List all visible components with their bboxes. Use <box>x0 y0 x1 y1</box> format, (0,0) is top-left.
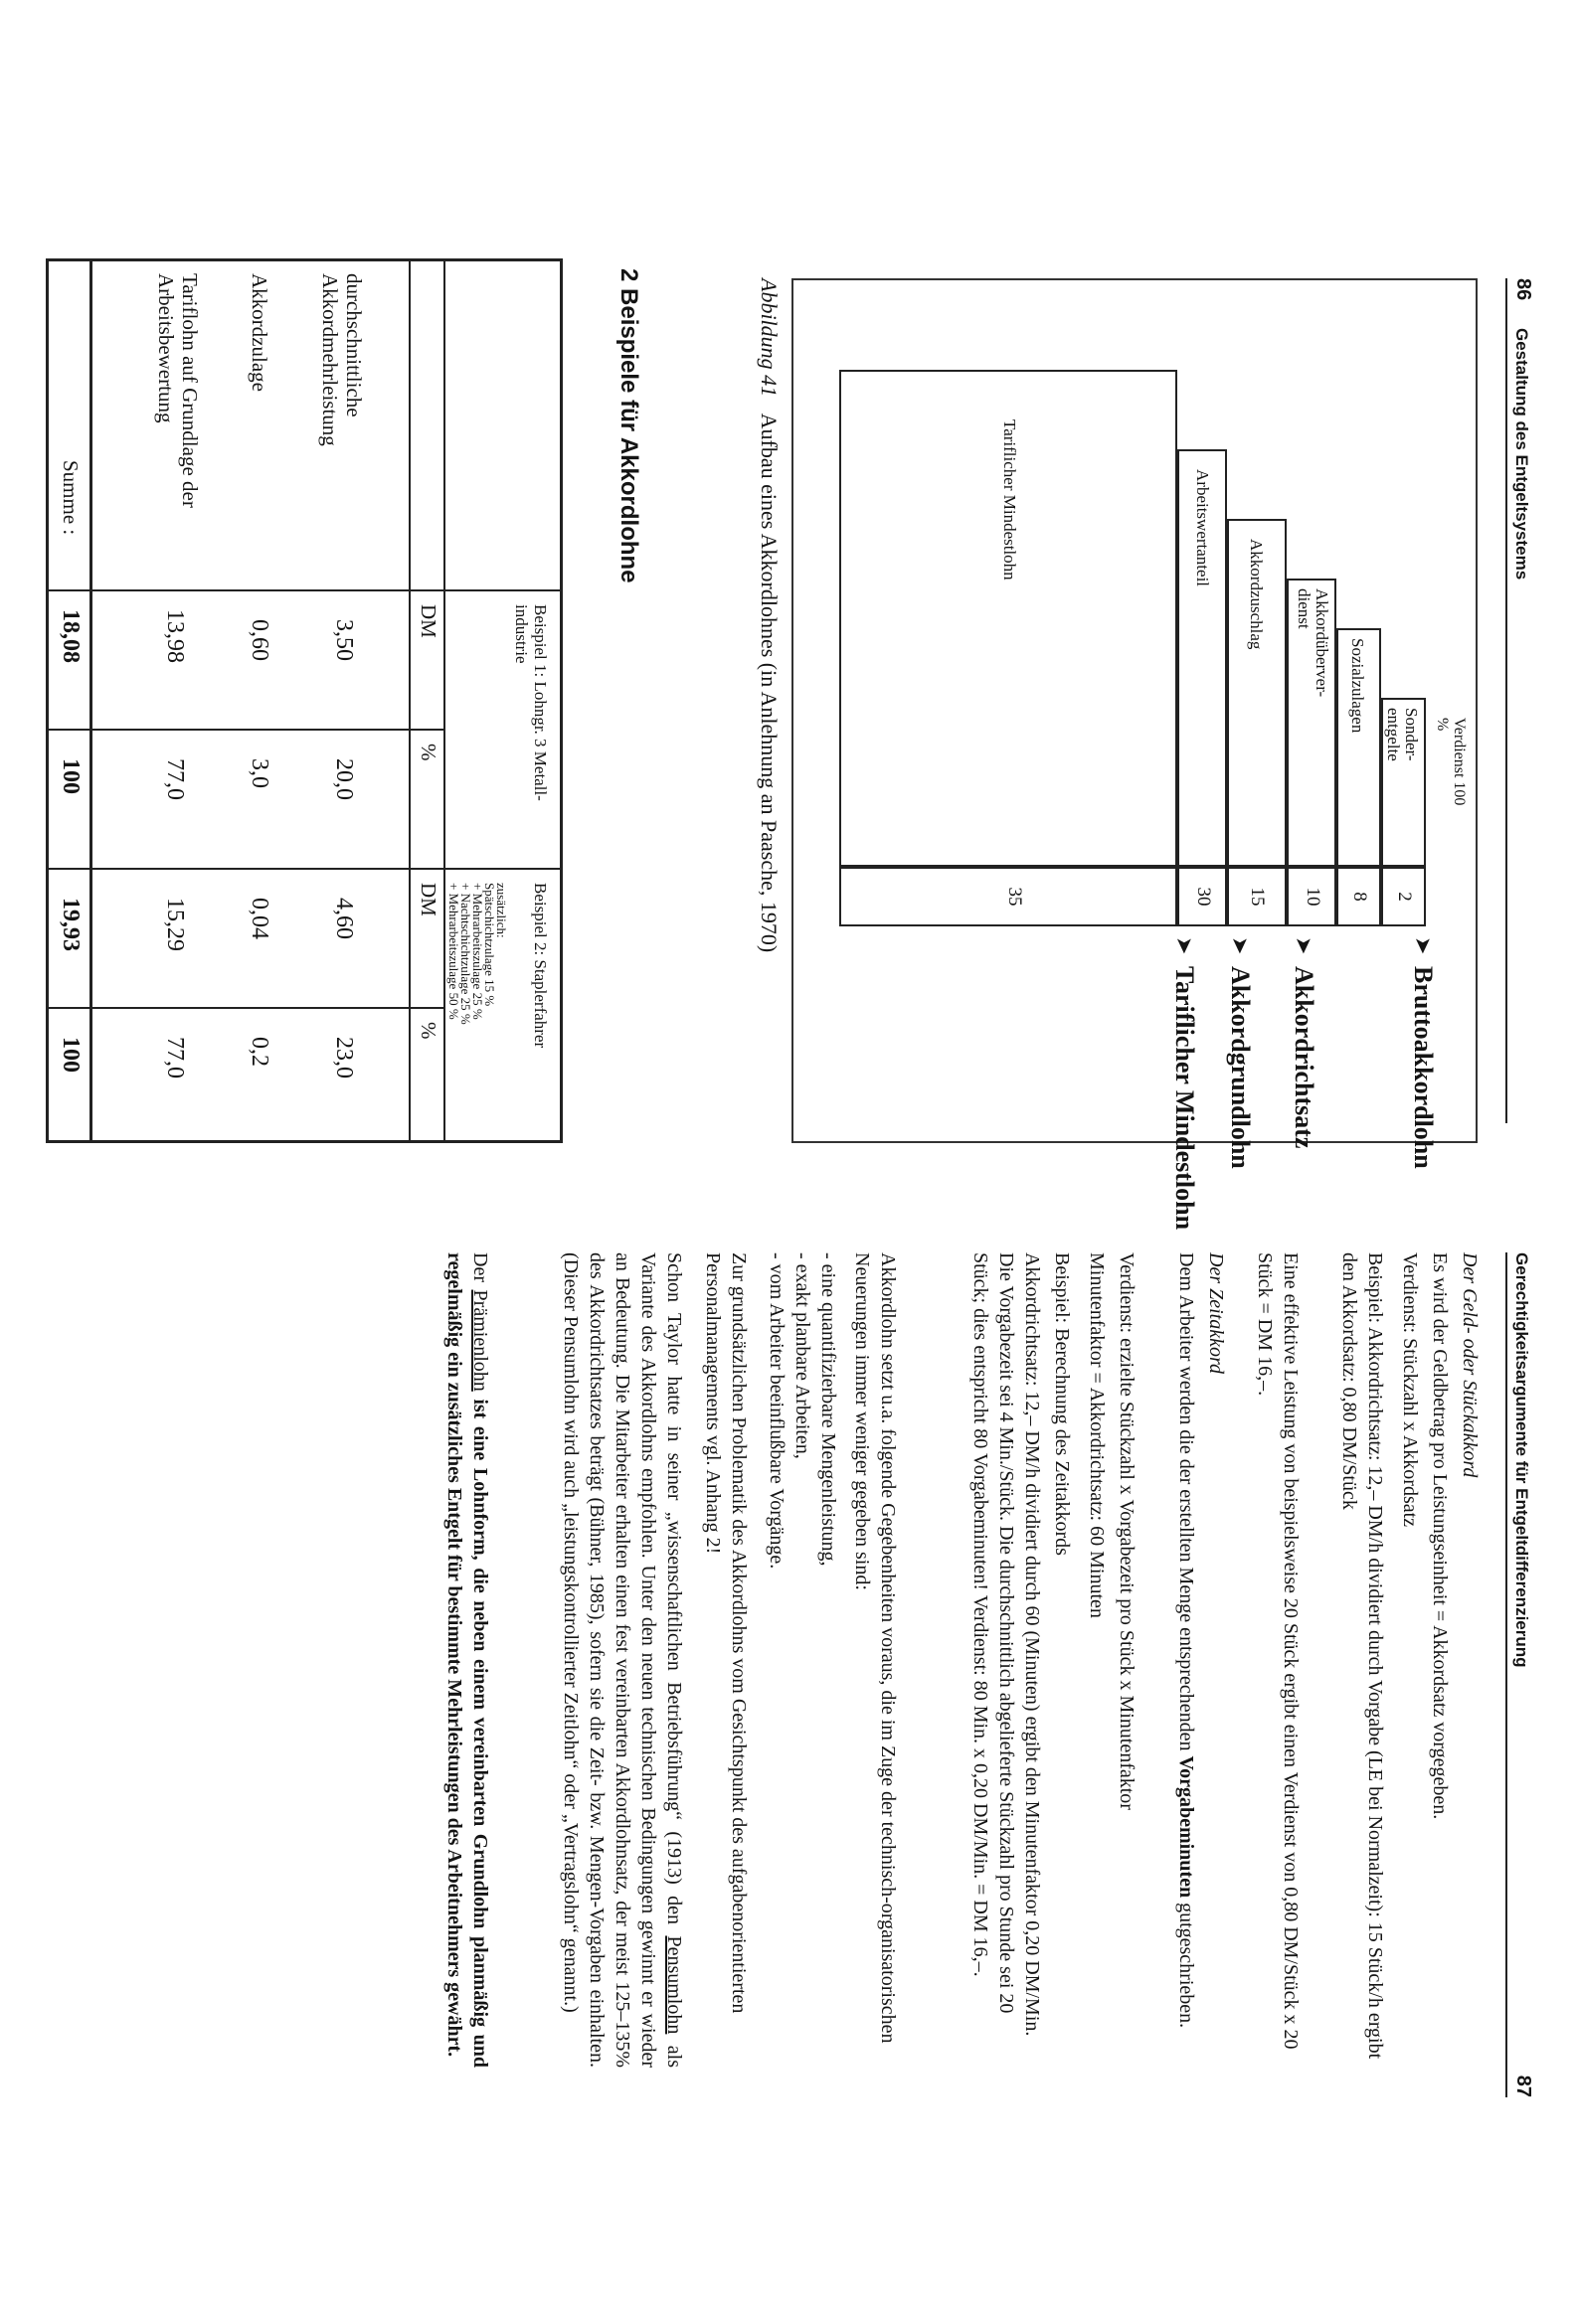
result-label: Akkordgrundlohn <box>1226 966 1255 1169</box>
step-percent: 35 <box>839 867 1177 926</box>
cell-dm2: 0,04 <box>247 898 272 939</box>
running-title: Gerechtigkeitsargumente für Entgeltdifferenzierung <box>1512 1252 1531 1668</box>
cell-pct1: 77,0 <box>162 758 188 800</box>
page-number: 87 <box>1512 2075 1534 2097</box>
heading-geldakkord: Der Geld- oder Stückakkord <box>1459 1252 1481 1478</box>
left-page <box>0 249 1577 1231</box>
paragraph: Minutenfaktor = Akkordrichtsatz: 60 Minuten <box>1086 1252 1108 1618</box>
result-label: Bruttoakkordlohn <box>1409 966 1438 1169</box>
row-label: durchschnittliche Akkordmehrleistung <box>318 273 366 446</box>
extras-line: + Mehrarbeitszulage 25 % <box>470 883 485 1020</box>
table-rule <box>49 589 560 591</box>
col-pct-header: % <box>417 1022 440 1040</box>
verdienst-label: Verdienst 100 % <box>1434 718 1468 806</box>
step-percent: 15 <box>1227 867 1287 926</box>
figure-caption <box>756 278 782 952</box>
step-label: Sozialzulagen <box>1348 638 1367 734</box>
text-run: Dem Arbeiter werden die der erstellten Menge entsprechenden <box>1175 1252 1197 1756</box>
bullet-item: - eine quantifizierbare Mengenleistung, <box>815 1252 841 2068</box>
step-label: Arbeitswertanteil <box>1193 469 1212 587</box>
paragraph: Verdienst: Stückzahl x Akkordsatz <box>1399 1252 1421 1528</box>
cell-dm2: 4,60 <box>331 898 357 939</box>
running-header-left <box>1505 278 1537 1123</box>
text-run-bold: Vorgabeminuten <box>1175 1755 1197 1899</box>
caption-label: Abbildung 41 <box>757 278 782 398</box>
cell-pct1: 20,0 <box>331 758 357 800</box>
text-run-underlined: Pensumlohn <box>663 1935 685 2035</box>
step-percent: 30 <box>1177 867 1227 926</box>
extras-line: zusätzlich: <box>494 883 509 938</box>
right-page <box>0 1223 1577 2117</box>
paragraph: Eine effektive Leistung von beispielsweise 20 Stück ergibt einen Verdienst von 0,80 DM/Stück x 20 Stück = DM 16,–. <box>1254 1252 1302 2050</box>
paragraph <box>558 1252 687 2068</box>
running-title: Gestaltung des Entgeltsystems <box>1512 328 1531 581</box>
cell-pct1: 3,0 <box>247 758 272 788</box>
cell-pct2: 0,2 <box>247 1037 272 1067</box>
paragraph: Akkordrichtsatz: 12,– DM/h dividiert durch 60 (Minuten) ergibt den Minutenfaktor 0,20 DM/Min. Die Vorgabezeit sei 4 Min./Stück. Die durchschnittlich abgelieferte Stückzahl pro Stunde sei 20 Stück; dies entspricht 80 Vorgabeminuten! Verdienst: 80 Min. x 0,20 DM/Min. = DM 16,–. <box>969 1252 1043 2037</box>
row-label: Tariflohn auf Grundlage der Arbeitsbewertung <box>154 273 202 508</box>
table-rule <box>49 729 445 731</box>
paragraph <box>1173 1252 1199 2068</box>
paragraph: Beispiel: Berechnung des Zeitakkords <box>1051 1252 1073 1556</box>
paragraph: Beispiel: Akkordrichtsatz: 12,– DM/h dividiert durch Vorgabe (LE bei Normalzeit): 15 Stück/h ergibt den Akkordsatz: 0,80 DM/Stück <box>1338 1252 1386 2060</box>
paragraph: Verdienst: erzielte Stückzahl x Vorgabezeit pro Stück x Minutenfaktor <box>1116 1252 1138 1810</box>
akkordlohn-figure <box>791 278 1478 1231</box>
text-run-underlined: Prämienlohn <box>469 1289 491 1392</box>
paragraph: Zur grundsätzlichen Problematik des Akkordlohns vom Gesichtspunkt des aufgabenorientierten Personalmanagements vgl. Anhang 2! <box>702 1252 750 2014</box>
extras-line: + Nachtschichtzulage 25 % <box>458 883 473 1025</box>
result-label: Tariflicher Mindestlohn <box>1170 966 1199 1231</box>
caption-text: Aufbau eines Akkordlohnes (in Anlehnung an Paasche, 1970) <box>757 413 782 953</box>
text-run: Der <box>469 1252 491 1290</box>
arrow-icon: ➤ <box>1172 936 1197 955</box>
step-label: Akkordüberver-dienst <box>1295 588 1331 698</box>
cell-dm1: 0,60 <box>247 619 272 661</box>
text-run: gutgeschrieben. <box>1175 1898 1197 2029</box>
arrow-icon: ➤ <box>1292 936 1316 955</box>
page-number: 86 <box>1512 278 1534 301</box>
table-rule <box>49 868 560 870</box>
cell-dm1: 3,50 <box>331 619 357 661</box>
cell-dm2: 15,29 <box>162 898 188 951</box>
example1-header: Beispiel 1: Lohngr. 3 Metall-industrie <box>512 604 550 801</box>
col-dm-header: DM <box>417 604 440 638</box>
step-label: Tariflicher Mindestlohn <box>1000 419 1019 581</box>
step-label: Akkordzuschlag <box>1247 539 1266 650</box>
section-heading: 2 Beispiele für Akkordlohne <box>615 268 642 583</box>
step-percent: 10 <box>1287 867 1336 926</box>
paragraph: Es wird der Geldbetrag pro Leistungseinheit = Akkordsatz vorgegeben. <box>1429 1252 1451 1820</box>
sum-dm2: 19,93 <box>58 898 84 951</box>
sum-label: Summe : <box>59 460 83 536</box>
cell-pct2: 77,0 <box>162 1037 188 1079</box>
sum-dm1: 18,08 <box>58 609 84 663</box>
running-header-right <box>1505 1252 1537 2097</box>
arrow-icon: ➤ <box>1411 936 1436 955</box>
bullet-item: - vom Arbeiter beeinflußbare Vorgänge. <box>764 1252 789 2068</box>
step-percent: 2 <box>1381 867 1426 926</box>
example2-header: Beispiel 2: Staplerfahrer <box>531 883 550 1049</box>
paragraph <box>441 1252 493 2068</box>
text-run: als Variante des Akkordlohns empfohlen. Unter den neuen technischen Bedingungen gewinnt er wieder an Bedeutung. Die Mitarbeiter erhalten einen fest vereinbarten Akkordlohnsatz, der meist 125–135% des Akkordrichtsatzes beträgt (Bühner, 1985), sofern sie die Zeit- bzw. Mengen-Vorgaben einhalten. (Dieser Pensumlohn wird auch „leistungskontrollierter Zeitlohn“ oder „Vertragslohn“ genannt.) <box>560 1252 685 2069</box>
sum-pct2: 100 <box>58 1037 84 1073</box>
result-label: Akkordrichtsatz <box>1290 966 1318 1149</box>
cell-pct2: 23,0 <box>331 1037 357 1079</box>
text-run: Schon Taylor hatte in seiner „wissenschaftlichen Betriebsführung“ (1913) den <box>663 1252 685 1936</box>
row-label: Akkordzulage <box>248 273 271 392</box>
paragraph: Akkordlohn setzt u.a. folgende Gegebenheiten voraus, die im Zuge der technisch-organisatorischen Neuerungen immer weniger gegeben sind: <box>851 1252 899 2044</box>
arrow-icon: ➤ <box>1228 936 1253 955</box>
bullet-item: - exakt planbare Arbeiten, <box>789 1252 815 2068</box>
step-label: Sonder-entgelte <box>1384 708 1421 761</box>
step-percent: 8 <box>1336 867 1381 926</box>
table-rule <box>49 1007 445 1009</box>
cell-dm1: 13,98 <box>162 609 188 663</box>
extras-line: Spätschichtzulage 15 % <box>482 883 497 1007</box>
sum-pct1: 100 <box>58 758 84 794</box>
heading-zeitakkord: Der Zeitakkord <box>1205 1252 1227 1375</box>
text-run-bold: ist eine Lohnform, die neben einem vereinbarten Grundlohn planmäßig und regelmäßig ein zusätzliches Entgelt für bestimmte Mehrleistungen des Arbeitnehmers gewährt. <box>443 1252 491 2069</box>
col-dm-header: DM <box>417 883 440 916</box>
akkordlohn-table <box>46 258 563 1143</box>
col-pct-header: % <box>417 744 440 761</box>
extras-line: + Mehrarbeitszulage 50 % <box>446 883 461 1020</box>
